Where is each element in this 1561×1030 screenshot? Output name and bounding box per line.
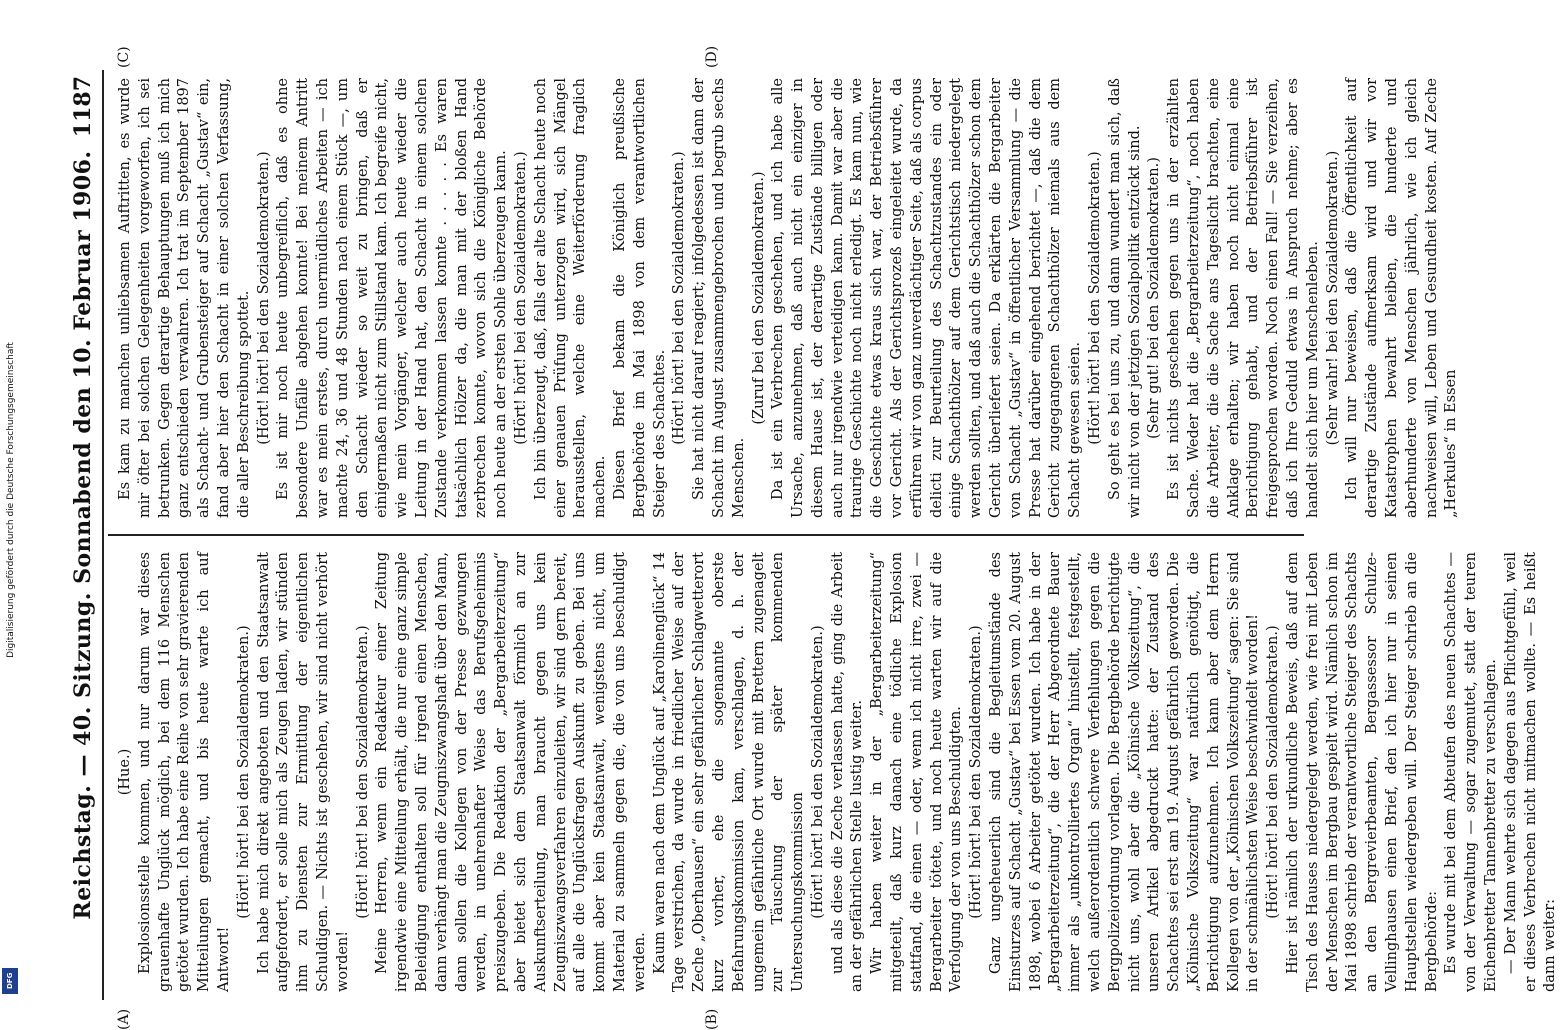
interjection: (Hört! hört! bei den Sozialdemokraten.): [235, 625, 252, 919]
credit-text: Digitalisierung gefördert durch die Deutsche Forschungsgemeinschaft: [6, 342, 16, 658]
interjection: (Sehr gut! bei den Sozialdemokraten.): [1146, 157, 1163, 439]
left-paragraphs: [136, 552, 1561, 992]
paragraph: So geht es bei uns zu, und dann wundert man sich, daß wir nicht von der jetzigen Sozialpolitik entzückt sind.: [1106, 78, 1143, 518]
interjection: (Zuruf bei den Sozialdemokraten.): [750, 171, 767, 425]
paragraph: Meine Herren, wenn ein Redakteur einer Zeitung irgendwie eine Mitteilung erhält, die nur eine ganz simple Beleidigung enthalten soll für irgend einen Menschen, dann verhängt man die Zeugniszwangshaft über den Mann, dann sollen die Kollegen von der Presse gezwungen werden, in unehrenhafter Weise das Berufsgeheimnis preiszugeben. Die Redaktion der „Bergarbeiterzeitung“ aber bietet sich dem Staatsanwalt förmlich an zur Auskunftserteilung, man braucht gegen uns kein Zeugniszwangsverfahren einzuleiten, wir sind gern bereit, auf alle die Unglücksfragen Auskunft zu geben. Bei uns kommt aber kein Staatsanwalt, wenigstens nicht, um Material zu sammeln gegen die, die von uns beschuldigt werden.: [374, 552, 648, 992]
paragraph: und als diese die Zeche verlassen hatte, ging die Arbeit an der gefährlichen Stelle lustig weiter.: [829, 552, 866, 992]
interjection: (Hört! hört! bei den Sozialdemokraten.): [354, 625, 371, 919]
digitization-credit: [0, 0, 22, 1000]
page-title: Reichstag. — 40. Sitzung. Sonnabend den 10. Februar 1906.: [70, 150, 96, 920]
interjection: (Hört! hört! bei den Sozialdemokraten.): [1087, 151, 1104, 445]
right-paragraphs: [116, 78, 1462, 518]
interjection: (Hört! hört! bei den Sozialdemokraten.): [968, 625, 985, 919]
right-column: [116, 78, 1460, 518]
margin-mark-d: (D): [704, 45, 720, 68]
interjection: (Hört! hört! bei den Sozialdemokraten.): [255, 151, 272, 445]
interjection: (Hört! hört! bei den Sozialdemokraten.): [512, 151, 529, 445]
interjection: (Hört! hört! bei den Sozialdemokraten.): [1265, 625, 1282, 919]
paragraph: Ich will nur beweisen, daß die Öffentlichkeit auf derartige Zustände aufmerksam wird und wir vor Katastrophen bewahrt bleiben, die hunderte und aberhunderte von Menschen jährlich, wie ich gleich nachweisen will, Leben und Gesundheit kosten. Auf Zeche „Herkules“ in Essen: [1344, 78, 1460, 518]
left-column: [116, 552, 1559, 992]
paragraph: Hier ist nämlich der urkundliche Beweis, daß auf dem Tisch des Hauses niedergelegt werden, wie frei mit Leben der Menschen im Bergbau gespielt wird. Nämlich schon im Mai 1898 schrieb der verantwortliche Steiger des Schachts an den Bergrevierbeamten, Bergassessor Schulze-Vellinghausen einen Brief, den ich hier nur in seinen Hauptstellen wiedergeben will. Der Steiger schrieb an die Bergbehörde:: [1285, 552, 1440, 992]
column-divider: [108, 534, 1304, 536]
paragraph: — Der Mann wehrte sich dagegen aus Pflichtgefühl, weil er dieses Verbrechen nicht mitmachen wollte. — Es heißt dann weiter:: [1502, 552, 1559, 992]
interjection: (Sehr wahr! bei den Sozialdemokraten.): [1324, 150, 1341, 446]
paragraph: Kaum waren nach dem Unglück auf „Karolinenglück“ 14 Tage verstrichen, da wurde in friedlicher Weise auf der Zeche „Oberhausen“ ein sehr gefährlicher Schlagwetterort kurz vorher, ehe die sogenannte oberste Befahrungskommission kam, verschlagen, d. h. der ungemein gefährliche Ort wurde mit Brettern zugenagelt zur Täuschung der später kommenden Untersuchungskommission: [651, 552, 807, 992]
speaker-label: (Hue.): [117, 748, 133, 796]
scanned-page: [64, 45, 1559, 1030]
paragraph: Es kam zu manchen unliebsamen Auftritten, es wurde mir öfter bei solchen Gelegenheiten vorgeworfen, ich sei betrunken. Gegen derartige Behauptungen muß ich mich ganz entschieden verwahren. Ich trat im September 1897 als Schacht- und Grubensteiger auf Schacht „Gustav“ ein, fand aber hier den Schacht in einer solchen Verfassung, die aller Beschreibung spottet.: [117, 78, 252, 518]
interjection: (Hört! hört! bei den Sozialdemokraten.): [671, 151, 688, 445]
page-number: 1187: [70, 76, 96, 138]
paragraph: Wir haben weiter in der „Bergarbeiterzeitung“ mitgeteilt, daß kurz danach eine tödliche Explosion stattfand, die einen — oder, wenn ich nicht irre, zwei — Bergarbeiter tötete, und noch heute warten wir auf die Verfolgung der von uns Beschuldigten.: [869, 552, 965, 992]
paragraph: Es ist mir noch heute unbegreiflich, daß es ohne besondere Unfälle abgehen konnte! Bei meinem Antritt war es mein erstes, durch unermüdliches Arbeiten — ich machte 24, 36 und 48 Stunden nach einem Stück —, um den Schacht wieder so weit zu bringen, daß er einigermaßen nicht zum Stillstand kam. Ich begreife nicht, wie mein Vorgänger, welcher auch heute wieder die Leitung in der Hand hat, den Schacht in einem solchen Zustande verkommen lassen konnte . . . . . Es waren tatsächlich Hölzer da, die man mit der bloßen Hand zerbrechen konnte, wovon sich die Königliche Behörde noch heute an der ersten Sohle überzeugen kann.: [275, 78, 510, 518]
margin-mark-a: (A): [116, 1008, 132, 1030]
paragraph: Ich habe mich direkt angeboten und den Staatsanwalt aufgefordert, er solle mich als Zeugen laden, wir stünden ihm zu Diensten zur Ermittlung der eigentlichen Schuldigen. — Nichts ist geschehen, wir sind nicht verhört worden!: [255, 552, 351, 992]
paragraph: Sie hat nicht darauf reagiert; infolgedessen ist dann der Schacht im August zusammengebrochen und begrub sechs Menschen.: [691, 78, 747, 518]
paragraph: Ganz ungeheuerlich sind die Begleitumstände des Einsturzes auf Schacht „Gustav“ bei Essen vom 20. August 1898, wobei 6 Arbeiter getötet wurden. Ich habe in der „Bergarbeiterzeitung“, die der Herr Abgeordnete Bauer immer als „unkontrolliertes Organ“ hinstellt, festgestellt, welch außerordentlich schwere Verfehlungen gegen die Bergpolizeiordnung vorlagen. Die Bergbehörde berichtigte nicht uns, wohl aber die „Kölnische Volkszeitung“, die unseren Artikel abgedruckt hatte: der Zustand des Schachtes sei erst am 19. August gefährlich geworden. Die „Kölnische Volkszeitung“ war natürlich genötigt, die Berichtigung aufzunehmen. Ich kann aber dem Herrn Kollegen von der „Kölnischen Volkszeitung“ sagen: Sie sind in der schmählichsten Weise beschwindelt worden!: [988, 552, 1262, 992]
paragraph: Ich bin überzeugt, daß, falls der alte Schacht heute noch einer genauen Prüfung unterzogen wird, sich Mängel herausstellen, welche eine Weiterförderung fraglich machen.: [532, 78, 609, 518]
dfg-logo: DFG: [2, 968, 18, 994]
margin-mark-c: (C): [116, 46, 132, 68]
paragraph: Explosionsstelle kommen, und nur darum war dieses grauenhafte Unglück möglich, bei dem 116 Menschen getötet wurden. Ich habe eine Reihe von sehr gravierenden Mitteilungen gemacht, und bis heute warte ich auf Antwort!: [136, 552, 232, 992]
paragraph: Es wurde mit bei dem Abteufen des neuen Schachtes — von der Verwaltung — sogar zugemutet, statt der teuren Eichenbretter Tannenbretter zu verschlagen.: [1443, 552, 1499, 992]
margin-mark-b: (B): [704, 1008, 720, 1030]
paragraph: Da ist ein Verbrechen geschehen, und ich habe alle Ursache, anzunehmen, daß auch nicht ein einziger in diesem Hause ist, der derartige Zustände billigen oder auch nur irgendwie verteidigen kann. Damit war aber die traurige Geschichte noch nicht erledigt. Es kam nun, wie die Geschichte etwas kraus sich war, der Betriebsführer vor Gericht. Als der Gerichtsprozeß eingeleitet wurde, da erführen wir von ganz unverdächtiger Seite, daß als corpus delicti zur Beurteilung des Schachtzustandes ein oder einige Schachthölzer auf dem Gerichtstisch niedergelegt werden sollten, und daß auch die Schachthölzer schon dem Gericht überliefert seien. Da erklärten die Bergarbeiter von Schacht „Gustav“ in öffentlicher Versammlung — die Presse hat darüber eingehend berichtet —, daß die dem Gericht zugegangenen Schachthölzer niemals aus dem Schacht gewesen seien.: [770, 78, 1084, 518]
paragraph: Diesen Brief bekam die Königlich preußische Bergbehörde im Mai 1898 von dem verantwortlichen Steiger des Schachtes.: [611, 78, 668, 518]
header-rule: [102, 70, 104, 1000]
running-header: [64, 70, 108, 1000]
paragraph: Es ist nichts geschehen gegen uns in der erzählten Sache. Weder hat die „Bergarbeiterzeitung“, noch haben die Arbeiter, die die Sache ans Tageslicht brachten, eine Anklage erhalten; wir haben noch nicht einmal eine Berichtigung gehabt, und der Betriebsführer ist freigesprochen worden. Noch einen Fall! — Sie verzeihen, daß ich Ihre Geduld etwas in Anspruch nehme; aber es handelt sich hier um Menschenleben.: [1166, 78, 1321, 518]
interjection: (Hört! hört! bei den Sozialdemokraten.): [809, 625, 826, 919]
